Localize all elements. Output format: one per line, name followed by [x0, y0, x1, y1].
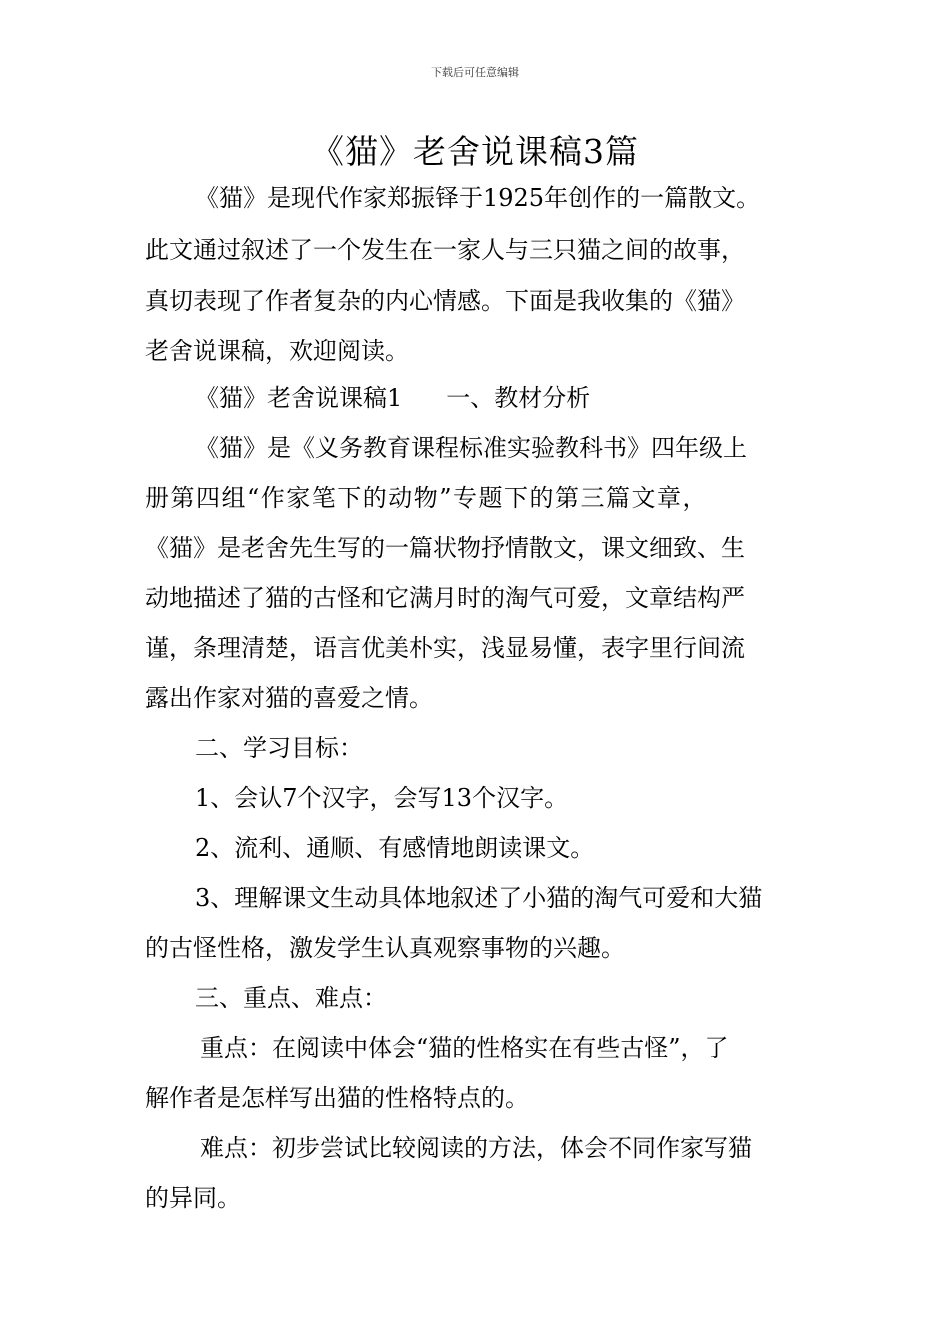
header-note: 下载后可任意编辑 [431, 66, 519, 79]
intro-line-3: 真切表现了作者复杂的内心情感。下面是我收集的《猫》 [145, 287, 745, 315]
analysis-line-5: 谨，条理清楚，语言优美朴实，浅显易懂，表字里行间流 [145, 634, 745, 662]
key-point-line-1: 重点：在阅读中体会“猫的性格实在有些古怪”，了 [200, 1034, 729, 1062]
section-heading-right: 一、教材分析 [446, 384, 591, 412]
intro-line-1: 《猫》是现代作家郑振铎于1925年创作的一篇散文。 [195, 184, 761, 212]
goal-item-2: 2、流利、通顺、有感情地朗读课文。 [195, 834, 595, 862]
intro-line-4: 老舍说课稿，欢迎阅读。 [145, 337, 409, 365]
difficult-point-line-2: 的异同。 [145, 1184, 241, 1212]
goals-heading: 二、学习目标： [195, 734, 363, 762]
goal-item-3-line-2: 的古怪性格，激发学生认真观察事物的兴趣。 [145, 934, 625, 962]
analysis-line-6: 露出作家对猫的喜爱之情。 [145, 684, 433, 712]
goal-item-1: 1、会认7个汉字，会写13个汉字。 [195, 784, 569, 812]
key-points-heading: 三、重点、难点： [195, 984, 387, 1012]
key-point-line-2: 解作者是怎样写出猫的性格特点的。 [145, 1084, 529, 1112]
analysis-line-2: 册第四组“作家笔下的动物”专题下的第三篇文章， [145, 484, 709, 512]
intro-line-2: 此文通过叙述了一个发生在一家人与三只猫之间的故事， [145, 236, 745, 264]
difficult-point-line-1: 难点：初步尝试比较阅读的方法，体会不同作家写猫 [200, 1134, 752, 1162]
section-heading [195, 383, 950, 413]
analysis-line-1: 《猫》是《义务教育课程标准实验教科书》四年级上 [195, 434, 747, 462]
section-heading-left: 《猫》老舍说课稿1 [195, 384, 403, 412]
goal-item-3-line-1: 3、理解课文生动具体地叙述了小猫的淘气可爱和大猫 [195, 884, 763, 912]
document-title: 《猫》老舍说课稿3篇 [311, 132, 639, 171]
analysis-line-3: 《猫》是老舍先生写的一篇状物抒情散文，课文细致、生 [145, 534, 745, 562]
analysis-line-4: 动地描述了猫的古怪和它满月时的淘气可爱，文章结构严 [145, 584, 745, 612]
